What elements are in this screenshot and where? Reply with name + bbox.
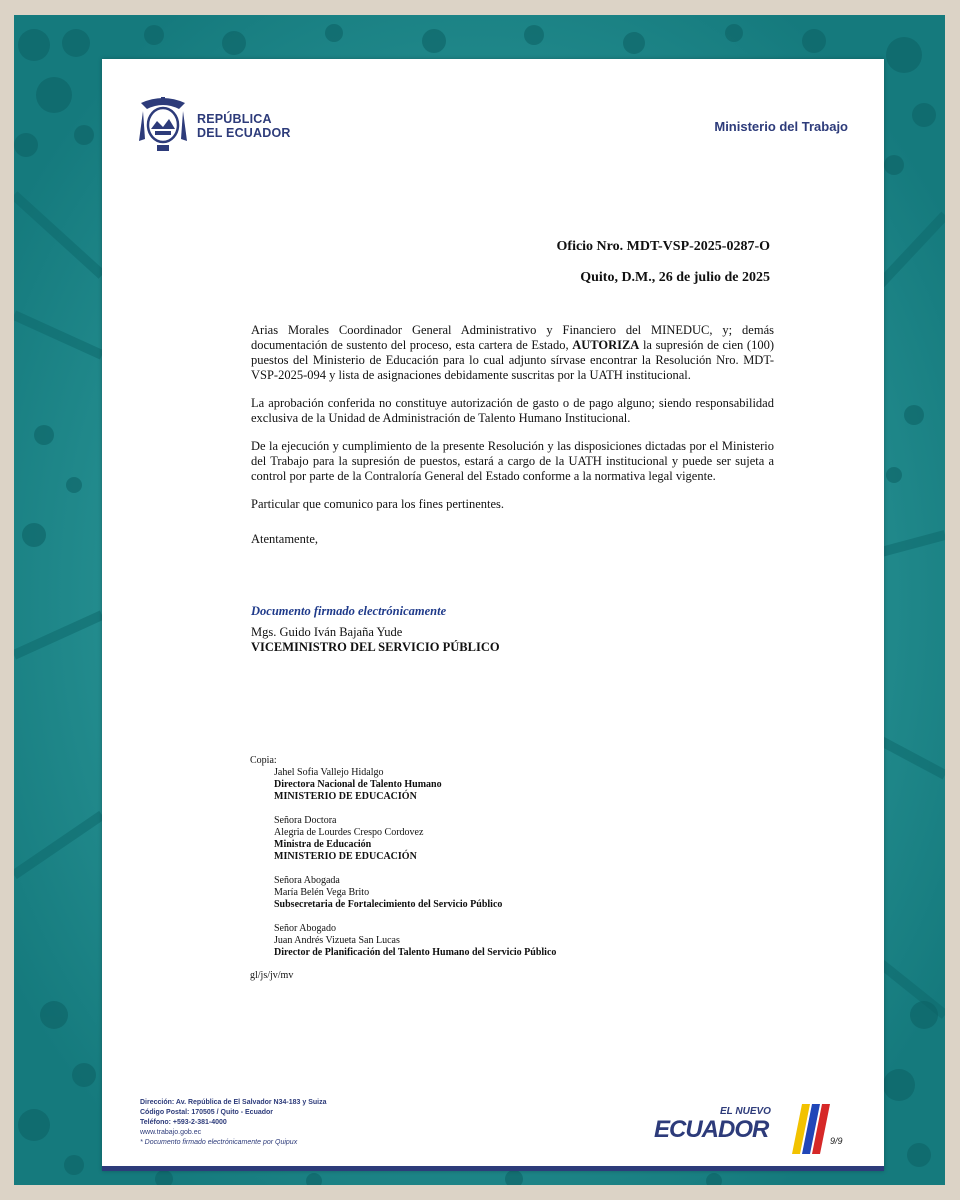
p1-text-a: Arias Morales Coordinador General Administrativo y Financiero del MINEDUC, y; demás documentación de sustento del proceso, esta cartera de Estado,	[251, 323, 774, 352]
copies-block	[250, 755, 556, 971]
copy-position: Directora Nacional de Talento Humano	[274, 779, 442, 790]
bottom-bar	[102, 1166, 884, 1171]
copy-honorific: Señor Abogado	[274, 923, 336, 934]
copy-honorific: Señora Abogada	[274, 875, 340, 886]
p1-text-b: la supresión de cien (100) puestos del Ministerio de Educación para lo cual adjunto sírvase encontrar la Resolución Nro. MDT-VSP-2025-094 y lista de asignaciones debidamente suscritas por la UATH institucional.	[251, 338, 774, 382]
closing: Atentamente,	[251, 532, 318, 546]
footer-postal: Código Postal: 170505 / Quito - Ecuador	[140, 1109, 274, 1116]
document-body	[251, 323, 774, 560]
footer-web: www.trabajo.gob.ec	[140, 1129, 202, 1136]
copy-entry	[274, 875, 556, 911]
coat-of-arms-icon	[135, 93, 191, 159]
logo-line-1: REPÚBLICA	[197, 112, 272, 126]
initials: gl/js/jv/mv	[250, 970, 294, 981]
signer-title: VICEMINISTRO DEL SERVICIO PÚBLICO	[251, 640, 500, 654]
copy-entry	[274, 767, 556, 803]
document-page	[102, 59, 884, 1171]
copy-position: Ministra de Educación	[274, 839, 372, 850]
p1-bold: AUTORIZA	[572, 338, 640, 352]
logo-line-2: DEL ECUADOR	[197, 126, 291, 140]
signed-note: Documento firmado electrónicamente	[251, 604, 447, 618]
document-date: Quito, D.M., 26 de julio de 2025	[580, 270, 770, 285]
footer-contact	[140, 1098, 326, 1148]
ministry-name: Ministerio del Trabajo	[714, 119, 848, 134]
copy-position: Director de Planificación del Talento Humano del Servicio Público	[274, 947, 557, 958]
teal-background-frame	[14, 15, 945, 1185]
copy-honorific: Señora Doctora	[274, 815, 337, 826]
copy-name: Alegria de Lourdes Crespo Cordovez	[274, 827, 424, 838]
copy-name: Juan Andrés Vizueta San Lucas	[274, 935, 400, 946]
paragraph-4: Particular que comunico para los fines pertinentes.	[251, 497, 505, 511]
footer-address: Dirección: Av. República de El Salvador N34-183 y Suiza	[140, 1099, 327, 1106]
paragraph-1	[251, 323, 774, 383]
oficio-number: Oficio Nro. MDT-VSP-2025-0287-O	[556, 239, 770, 254]
paragraph-3: De la ejecución y cumplimiento de la presente Resolución y las disposiciones dictadas por el Ministerio del Trabajo para la supresión de puestos, estará a cargo de la UATH institucional y puede ser sujeta a control por parte de la Contraloría General del Estado conforme a la normativa legal vigente.	[251, 439, 774, 483]
paragraph-2: La aprobación conferida no constituye autorización de gasto o de pago alguno; siendo responsabilidad exclusiva de la Unidad de Administración de Talento Humano Institucional.	[251, 396, 774, 425]
copy-name: María Belén Vega Brito	[274, 887, 370, 898]
page-number: 9/9	[830, 1136, 843, 1146]
copy-name: Jahel Sofia Vallejo Hidalgo	[274, 767, 384, 778]
flag-stripes-icon	[792, 1104, 832, 1156]
copy-position: Subsecretaria de Fortalecimiento del Servicio Público	[274, 899, 503, 910]
signature-block	[251, 604, 500, 655]
brand-big-text: ECUADOR	[654, 1116, 769, 1143]
footer-note: * Documento firmado electrónicamente por Quipux	[140, 1139, 298, 1146]
footer-phone: Teléfono: +593-2-381-4000	[140, 1119, 227, 1126]
copy-entry	[274, 923, 556, 959]
brand-small-text: EL NUEVO	[720, 1106, 771, 1117]
copy-institution: MINISTERIO DE EDUCACIÓN	[274, 851, 417, 862]
republic-logo	[135, 93, 291, 159]
copies-label: Copia:	[250, 755, 277, 766]
republic-logo-text	[197, 112, 291, 140]
copy-institution: MINISTERIO DE EDUCACIÓN	[274, 791, 417, 802]
signer-name: Mgs. Guido Iván Bajaña Yude	[251, 625, 403, 639]
copy-entry	[274, 815, 556, 863]
